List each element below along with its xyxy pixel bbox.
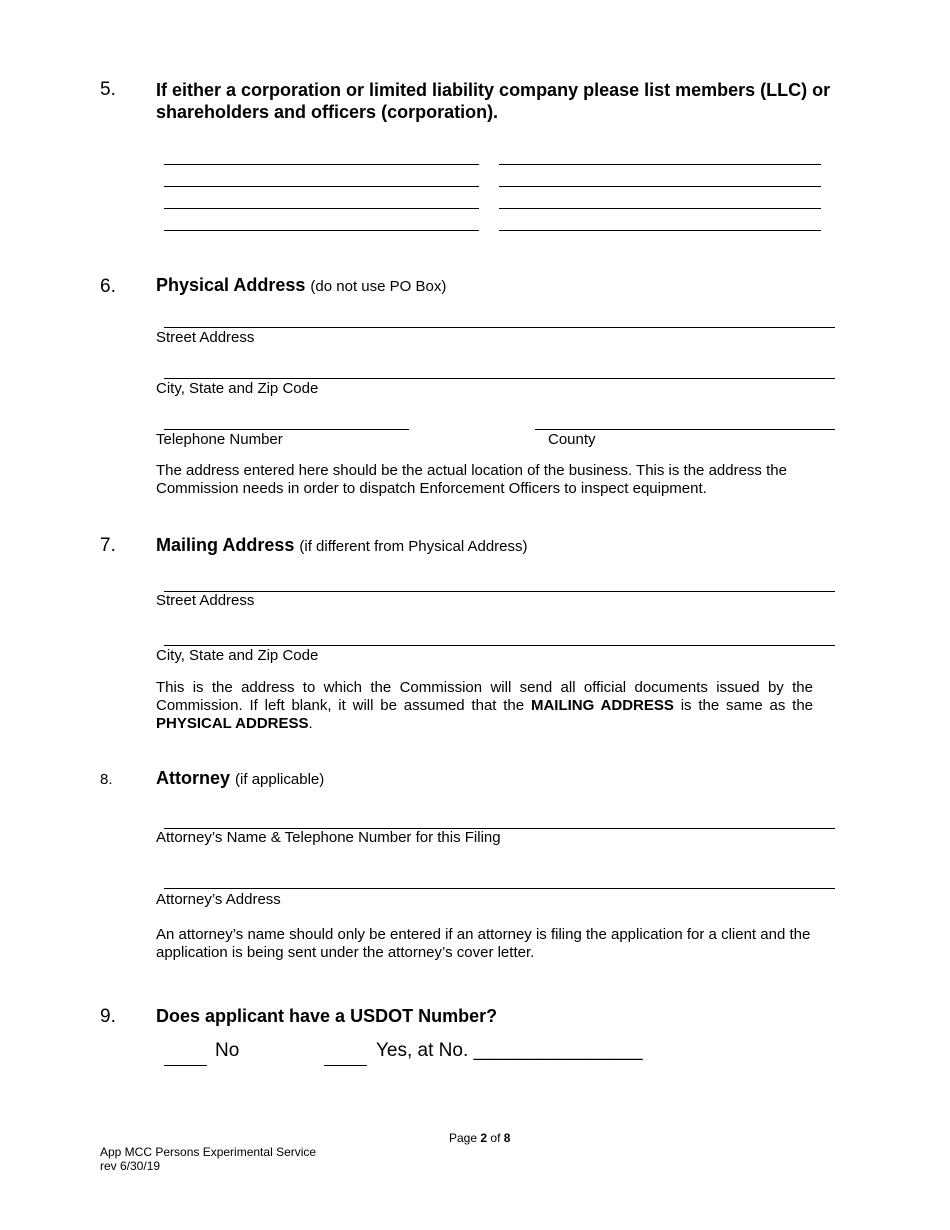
telephone-label: Telephone Number: [156, 431, 283, 448]
q6-number: 6.: [100, 276, 116, 297]
q8-description: An attorney’s name should only be entered if an attorney is filing the application for a client and the application is being sent under the attorney’s cover letter.: [156, 926, 811, 961]
mailing-city-label: City, State and Zip Code: [156, 647, 319, 664]
member-line-right-3[interactable]: [499, 208, 821, 209]
physical-city-field[interactable]: [164, 378, 835, 379]
q8-heading-note: (if applicable): [235, 771, 325, 788]
county-label: County: [548, 431, 596, 448]
page-total: 8: [503, 1131, 511, 1145]
q8-heading-title: Attorney: [156, 768, 231, 788]
form-revision: rev 6/30/19: [100, 1159, 161, 1173]
attorney-address-label: Attorney’s Address: [156, 891, 281, 908]
page-current: 2: [480, 1131, 488, 1145]
q6-heading-title: Physical Address: [156, 275, 306, 295]
member-line-left-3[interactable]: [164, 208, 479, 209]
member-line-right-1[interactable]: [499, 164, 821, 165]
county-field[interactable]: [535, 429, 835, 430]
page-number: [449, 1131, 510, 1145]
physical-city-label: City, State and Zip Code: [156, 380, 319, 397]
form-name: App MCC Persons Experimental Service: [100, 1145, 317, 1159]
usdot-yes-label: Yes, at No. ________________: [376, 1040, 643, 1061]
q5-question: If either a corporation or limited liability company please list members (LLC) or shareholders and officers (corporation).: [156, 80, 831, 122]
page-prefix: Page: [449, 1131, 478, 1145]
mailing-street-label: Street Address: [156, 592, 255, 609]
attorney-address-field[interactable]: [164, 888, 835, 889]
q7-desc-end: .: [308, 715, 313, 732]
physical-street-label: Street Address: [156, 329, 255, 346]
usdot-no-label: No: [215, 1040, 240, 1061]
usdot-yes-checkbox-line[interactable]: [324, 1065, 367, 1066]
q7-desc-part1: This is the address to which the Commission will send all official documents issued by the Commission. If left blank, it will be assumed that the: [156, 679, 813, 714]
mailing-city-field[interactable]: [164, 645, 835, 646]
q7-heading: [156, 535, 528, 556]
member-line-right-4[interactable]: [499, 230, 821, 231]
telephone-field[interactable]: [164, 429, 409, 430]
q7-description: [156, 679, 813, 733]
q7-desc-part2: is the same as the: [680, 697, 814, 714]
usdot-no-checkbox-line[interactable]: [164, 1065, 207, 1066]
q9-question: Does applicant have a USDOT Number?: [156, 1006, 498, 1026]
q6-description: The address entered here should be the actual location of the business. This is the address the Commission needs in order to dispatch Enforcement Officers to inspect equipment.: [156, 462, 787, 497]
physical-street-field[interactable]: [164, 327, 835, 328]
q7-desc-bold2: PHYSICAL ADDRESS: [156, 715, 309, 732]
q7-number: 7.: [100, 535, 116, 556]
q6-heading: [156, 275, 446, 296]
q7-desc-bold1: MAILING ADDRESS: [530, 697, 674, 714]
q5-number: 5.: [100, 79, 116, 100]
q9-number: 9.: [100, 1006, 116, 1027]
member-line-left-2[interactable]: [164, 186, 479, 187]
q8-number: 8.: [100, 771, 113, 788]
mailing-street-field[interactable]: [164, 591, 835, 592]
q8-heading: [156, 768, 324, 789]
member-line-right-2[interactable]: [499, 186, 821, 187]
attorney-name-label: Attorney’s Name & Telephone Number for this Filing: [156, 829, 501, 846]
member-line-left-4[interactable]: [164, 230, 479, 231]
member-line-left-1[interactable]: [164, 164, 479, 165]
page-of: of: [490, 1131, 501, 1145]
q7-heading-title: Mailing Address: [156, 535, 295, 555]
q7-heading-note: (if different from Physical Address): [299, 538, 528, 555]
q6-heading-note: (do not use PO Box): [310, 278, 447, 295]
